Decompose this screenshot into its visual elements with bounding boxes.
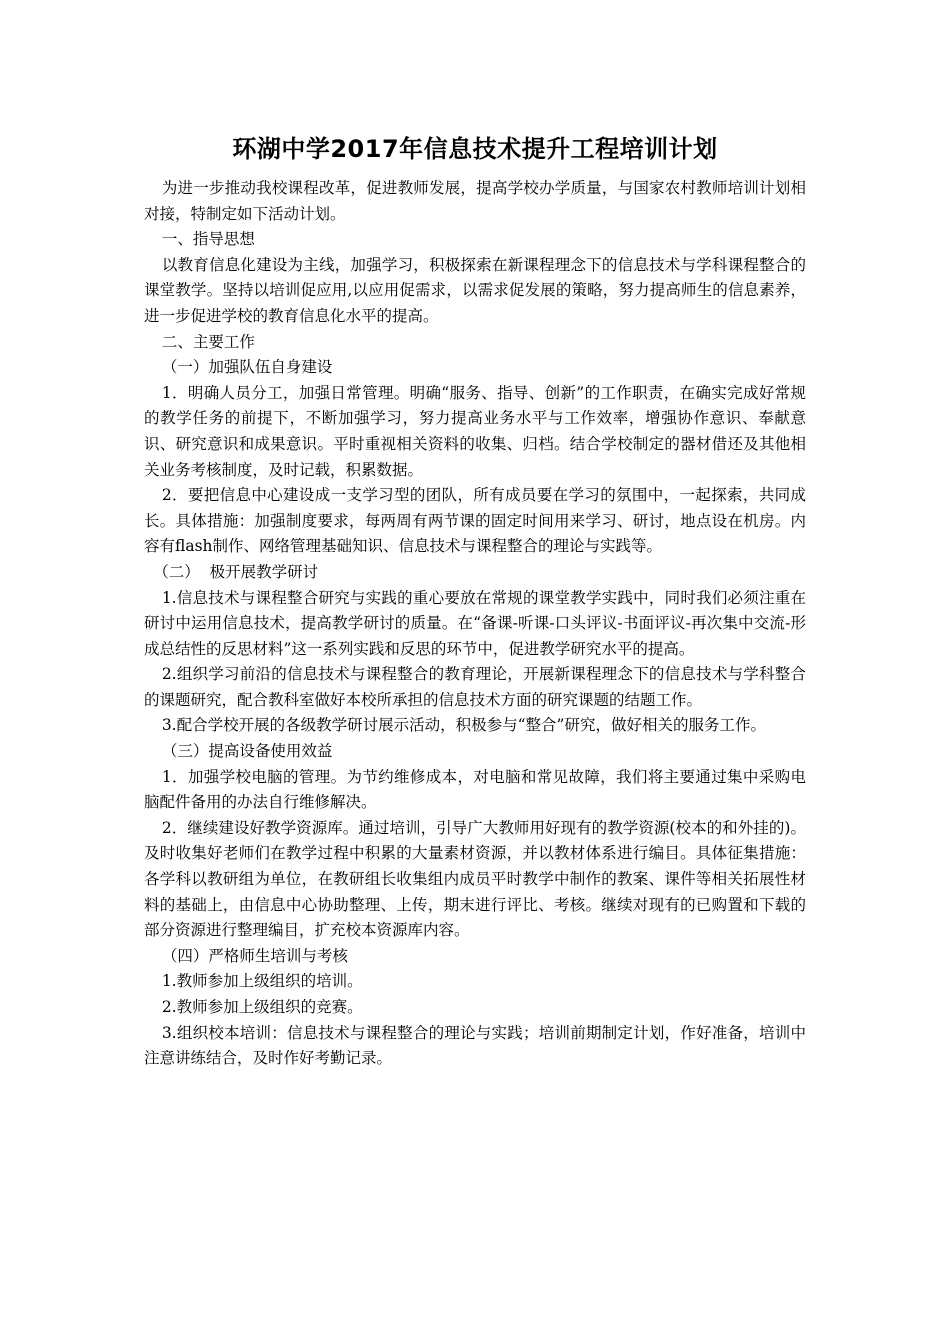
paragraph-teaching-research-3: 3.配合学校开展的各级教学研讨展示活动，积极参与“整合”研究，做好相关的服务工作。 (161, 716, 766, 735)
paragraph-team-building-1: 1．明确人员分工，加强日常管理。明确“服务、指导、创新”的工作职责，在确实完成好常规的教学任务的前提下，不断加强学习，努力提高业务水平与工作效率，增强协作意识、奉献意识、研究意识和成果意识。平时重视相关资料的收集、归档。结合学校制定的器材借还及其他相关业务考核制度，及时记载，积累数据。 (144, 383, 806, 479)
subsection-heading-team-building: （一）加强队伍自身建设 (161, 358, 333, 377)
paragraph-training-3: 3.组织校本培训：信息技术与课程整合的理论与实践；培训前期制定计划，作好准备，培训中注意讲练结合，及时作好考勤记录。 (144, 1023, 806, 1068)
document-title: 环湖中学2017年信息技术提升工程培训计划 (232, 135, 718, 163)
intro-paragraph: 为进一步推动我校课程改革，促进教师发展，提高学校办学质量，与国家农村教师培训计划相对接，特制定如下活动计划。 (144, 179, 806, 223)
section-heading-guiding-ideology: 一、指导思想 (161, 230, 255, 249)
paragraph-equipment-1: 1．加强学校电脑的管理。为节约维修成本，对电脑和常见故障，我们将主要通过集中采购电脑配件备用的办法自行维修解决。 (144, 767, 806, 812)
section-heading-main-work: 二、主要工作 (161, 332, 255, 351)
document-body (144, 176, 806, 1072)
paragraph-equipment-2: 2．继续建设好教学资源库。通过培训，引导广大教师用好现有的教学资源(校本的和外挂的)。及时收集好老师们在教学过程中积累的大量素材资源，并以教材体系进行编目。具体征集措施：各学科以教研组为单位，在教研组长收集组内成员平时教学中制作的教案、课件等相关拓展性材料的基础上，由信息中心协助整理、上传，期末进行评比、考核。继续对现有的已购置和下载的部分资源进行整理编目，扩充校本资源库内容。 (144, 818, 806, 940)
paragraph-teaching-research-1: 1.信息技术与课程整合研究与实践的重心要放在常规的课堂教学实践中，同时我们必须注重在研讨中运用信息技术，提高教学研讨的质量。在“备课-听课-口头评议-书面评议-再次集中交流-形成总结性的反思材料”这一系列实践和反思的环节中，促进教学研究水平的提高。 (144, 588, 806, 658)
paragraph-guiding-ideology: 以教育信息化建设为主线，加强学习，积极探索在新课程理念下的信息技术与学科课程整合的课堂教学。坚持以培训促应用,以应用促需求，以需求促发展的策略，努力提高师生的信息素养，进一步促进学校的教育信息化水平的提高。 (144, 255, 806, 325)
paragraph-teaching-research-2: 2.组织学习前沿的信息技术与课程整合的教育理论，开展新课程理念下的信息技术与学科整合的课题研究，配合教科室做好本校所承担的信息技术方面的研究课题的结题工作。 (144, 665, 806, 709)
paragraph-training-2: 2.教师参加上级组织的竞赛。 (161, 998, 363, 1016)
subsection-heading-teaching-research: （二） 极开展教学研讨 (153, 562, 319, 581)
paragraph-training-1: 1.教师参加上级组织的培训。 (161, 972, 363, 991)
paragraph-team-building-2: 2．要把信息中心建设成一支学习型的团队，所有成员要在学习的氛围中，一起探索，共同成长。具体措施：加强制度要求，每两周有两节课的固定时间用来学习、研讨，地点设在机房。内容有flash制作、网络管理基础知识、信息技术与课程整合的理论与实践等。 (144, 486, 806, 556)
subsection-heading-equipment: （三）提高设备使用效益 (161, 742, 333, 761)
subsection-heading-training: （四）严格师生培训与考核 (161, 946, 348, 965)
